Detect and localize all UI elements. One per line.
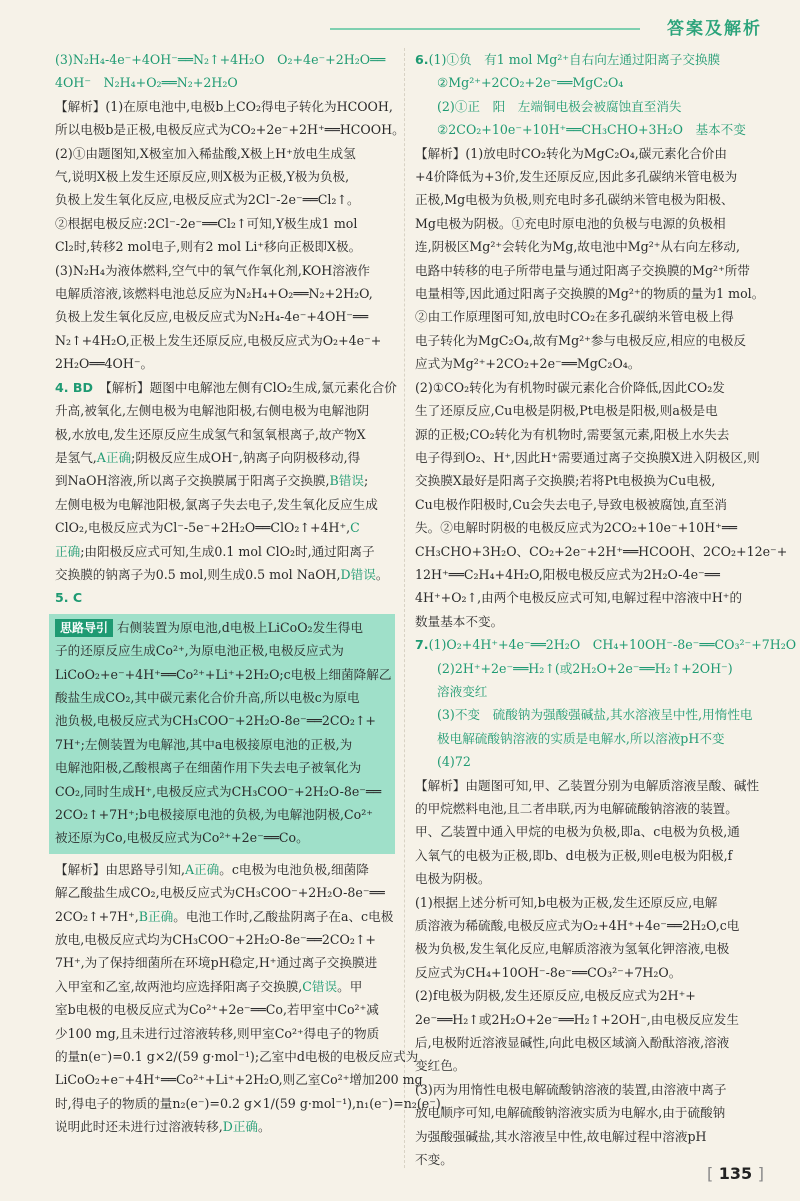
q7-answer-line: 溶液变红: [437, 683, 488, 699]
analysis-line: 交换膜X最好是阳离子交换膜;若将Pt电极换为Cu电极,: [415, 473, 716, 489]
analysis-line: 是氢气,A正确;阴极反应生成OH⁻,钠离子向阴极移动,得: [55, 449, 361, 465]
q7-answer-line: (2)2H⁺+2e⁻══H₂↑(或2H₂O+2e⁻══H₂↑+2OH⁻): [437, 660, 733, 676]
analysis-line: 电子得到O₂、H⁺,因此H⁺需要通过离子交换膜X进入阴极区,则: [415, 449, 760, 465]
analysis-line: 4H⁺+O₂↑,由两个电极反应式可知,电解过程中溶液中H⁺的: [415, 590, 743, 606]
analysis-line: 入甲室和乙室,故两池均应选择阳离子交换膜,C错误。甲: [55, 978, 363, 994]
header-rule: [330, 28, 640, 30]
analysis-line: 正极,Mg电极为负极,则充电时多孔碳纳米管电极为阳极、: [415, 192, 734, 208]
q6-answer-line: (2)①正 阳 左端铜电极会被腐蚀直至消失: [437, 98, 682, 114]
analysis-line: ②由工作原理图可知,放电时CO₂在多孔碳纳米管电极上得: [415, 309, 734, 325]
q7-answer-line: (3)不变 硫酸钠为强酸强碱盐,其水溶液呈中性,用惰性电: [437, 707, 753, 723]
q3-answer-line: 4OH⁻ N₂H₄+O₂══N₂+2H₂O: [55, 75, 238, 91]
analysis-line: 左侧电极为电解池阳极,氯离子失去电子,发生氧化反应生成: [55, 496, 378, 512]
analysis-line: 生了还原反应,Cu电极是阴极,Pt电极是阳极,则a极是电: [415, 403, 718, 419]
analysis-line: 说明此时还未进行过溶液转移,D正确。: [55, 1119, 271, 1135]
analysis-line: N₂↑+4H₂O,正极上发生还原反应,电极反应式为O₂+4e⁻+: [55, 332, 382, 348]
verdict: D正确: [222, 1119, 259, 1135]
analysis-line: 为强酸强碱盐,其水溶液呈中性,故电解过程中溶液pH: [415, 1128, 707, 1144]
hint-line: 2CO₂↑+7H⁺;b电极接原电池的负极,为电解池阴极,Co²⁺: [55, 807, 373, 822]
verdict: A正确: [184, 861, 220, 877]
hint-line: 子的还原反应生成Co²⁺,为原电池正极,电极反应式为: [55, 643, 344, 659]
analysis-line: 【解析】(1)放电时CO₂转化为MgC₂O₄,碳元素化合价由: [415, 145, 727, 161]
analysis-line: ClO₂,电极反应式为Cl⁻-5e⁻+2H₂O══ClO₂↑+4H⁺,C: [55, 520, 360, 536]
analysis-line: 甲、乙装置中通入甲烷的电极为负极,即a、c电极为负极,通: [415, 824, 740, 840]
question-number: 5. C: [55, 590, 83, 606]
section-title: 答案及解析: [667, 19, 762, 39]
analysis-line: 2e⁻══H₂↑或2H₂O+2e⁻══H₂↑+2OH⁻,由电极反应发生: [415, 1011, 739, 1027]
analysis-line: 电解质溶液,该燃料电池总反应为N₂H₄+O₂══N₂+2H₂O,: [55, 286, 373, 302]
analysis-line: 放电,电极反应式均为CH₃COO⁻+2H₂O-8e⁻══2CO₂↑+: [55, 932, 376, 948]
analysis-line: 反应式为CH₄+10OH⁻-8e⁻══CO₃²⁻+7H₂O。: [415, 964, 682, 980]
page-header: [0, 0, 800, 44]
analysis-line: 正确;由阳极反应式可知,生成0.1 mol ClO₂时,通过阳离子: [55, 543, 375, 559]
verdict: C: [350, 520, 360, 536]
verdict: C错误: [302, 978, 338, 994]
analysis-line: 变红色。: [415, 1058, 466, 1074]
analysis-line: Cu电极作阳极时,Cu会失去电子,导致电极被腐蚀,直至消: [415, 496, 727, 512]
analysis-line: Cl₂时,转移2 mol电子,则有2 mol Li⁺移向正极即X极。: [55, 239, 362, 255]
analysis-line: 电量相等,因此通过阳离子交换膜的Mg²⁺的物质的量为1 mol。: [415, 286, 765, 302]
hint-line: LiCoO₂+e⁻+4H⁺══Co²⁺+Li⁺+2H₂O;c电极上细菌降解乙: [55, 666, 392, 682]
analysis-line: 源的正极;CO₂转化为有机物时,需要氢元素,阳极上水失去: [415, 426, 730, 442]
analysis-line: 连,阴极区Mg²⁺会转化为Mg,故电池中Mg²⁺从右向左移动,: [415, 239, 740, 255]
hint-box: 思路导引 右侧装置为原电池,d电极上LiCoO₂发生得电 子的还原反应生成Co²⁺,为原电池正极,电极反应式为 LiCoO₂+e⁻+4H⁺══Co²⁺+Li⁺+2H₂O;c电极上细菌降解乙 酸盐生成CO₂,其中碳元素化合价升高,所以电极c为原电 池负极,电极反应式为CH₃COO⁻+2H₂O-8e⁻══2CO₂↑+ 7H⁺;左侧装置为电解池,其中a电极接原电池的正极,为 电解池阳极,乙酸根离子在细菌作用下失去电子被氧化为 CO₂,同时生成H⁺,电极反应式为CH₃COO⁻+2H₂O-8e⁻══ 2CO₂↑+7H⁺;b电极接原电池的负极,为电解池阴极,Co²⁺ 被还原为Co,电极反应式为Co²⁺+2e⁻══Co。: [49, 614, 395, 854]
column-divider: [404, 48, 405, 1168]
question-number: 7.: [415, 637, 429, 653]
q3-answer-line: (3)N₂H₄-4e⁻+4OH⁻══N₂↑+4H₂O O₂+4e⁻+2H₂O══: [55, 52, 386, 67]
verdict: A正确: [96, 449, 132, 465]
analysis-line: 负极上发生氧化反应,电极反应式为N₂H₄-4e⁻+4OH⁻══: [55, 309, 369, 325]
analysis-line: 时,得电子的物质的量n₂(e⁻)=0.2 g×1/(59 g·mol⁻¹),n₁(e⁻)=n₂(e⁻),: [55, 1095, 445, 1111]
analysis-line: 12H⁺══C₂H₄+4H₂O,阳极电极反应式为2H₂O-4e⁻══: [415, 566, 720, 582]
analysis-line: 极为负极,发生氧化反应,电解质溶液为氢氧化钾溶液,电极: [415, 941, 730, 957]
analysis-line: 2H₂O══4OH⁻。: [55, 356, 154, 372]
analysis-line: CH₃CHO+3H₂O、CO₂+2e⁻+2H⁺══HCOOH、2CO₂+12e⁻+: [415, 543, 788, 559]
analysis-line: 失。②电解时阴极的电极反应式为2CO₂+10e⁻+10H⁺══: [415, 520, 737, 536]
analysis-line: 数量基本不变。: [415, 613, 504, 629]
analysis-line: 气,说明X极上发生还原反应,则X极为正极,Y极为负极,: [55, 169, 350, 185]
analysis-line: 后,电极附近溶液显碱性,向此电极区域滴入酚酞溶液,溶液: [415, 1035, 730, 1051]
analysis-line: 不变。: [415, 1152, 453, 1168]
question-number: 6.: [415, 52, 429, 67]
hint-line: 被还原为Co,电极反应式为Co²⁺+2e⁻══Co。: [55, 830, 309, 846]
analysis-line: 极,水放电,发生还原反应生成氢气和氢氧根离子,故产物X: [55, 426, 366, 442]
analysis-line: 少100 mg,且未进行过溶液转移,则甲室Co²⁺得电子的物质: [55, 1025, 380, 1041]
analysis-line: 【解析】(1)在原电池中,电极b上CO₂得电子转化为HCOOH,: [55, 98, 393, 114]
hint-line: 酸盐生成CO₂,其中碳元素化合价升高,所以电极c为原电: [55, 689, 360, 705]
verdict: 正确: [55, 543, 81, 559]
analysis-line: Mg电极为阴极。①充电时原电池的负极与电源的负极相: [415, 215, 726, 231]
verdict: D错误: [340, 566, 376, 582]
analysis-line: (2)f电极为阴极,发生还原反应,电极反应式为2H⁺+: [415, 988, 696, 1004]
analysis-line: (2)①由题图知,X极室加入稀盐酸,X极上H⁺放电生成氢: [55, 145, 356, 161]
analysis-line: (2)①CO₂转化为有机物时碳元素化合价降低,因此CO₂发: [415, 379, 725, 395]
q7-answer-line: 7.(1)O₂+4H⁺+4e⁻══2H₂O CH₄+10OH⁻-8e⁻══CO₃²⁻+7H₂O: [415, 637, 797, 653]
analysis-line: 质溶液为稀硫酸,电极反应式为O₂+4H⁺+4e⁻══2H₂O,c电: [415, 918, 740, 934]
analysis-line: 交换膜的钠离子为0.5 mol,则生成0.5 mol NaOH,D错误。: [55, 566, 389, 582]
q7-answer-line: 极电解硫酸钠溶液的实质是电解水,所以溶液pH不变: [437, 730, 725, 746]
analysis-line: 【解析】由题图可知,甲、乙装置分别为电解质溶液呈酸、碱性: [415, 777, 760, 793]
analysis-line: (3)N₂H₄为液体燃料,空气中的氧气作氧化剂,KOH溶液作: [55, 262, 371, 278]
analysis-line: 的量n(e⁻)=0.1 g×2/(59 g·mol⁻¹);乙室中d电极的电极反应式为: [55, 1049, 419, 1065]
analysis-line: 的甲烷燃料电池,且二者串联,丙为电解硫酸钠溶液的装置。: [415, 801, 738, 816]
analysis-line: 入氧气的电极为正极,即b、d电极为正极,则e电极为阳极,f: [415, 847, 733, 863]
hint-line: 池负极,电极反应式为CH₃COO⁻+2H₂O-8e⁻══2CO₂↑+: [55, 713, 376, 729]
q4-line: 4. BD 【解析】题图中电解池左侧有ClO₂生成,氯元素化合价: [55, 379, 397, 395]
q6-answer-line: ②2CO₂+10e⁻+10H⁺══CH₃CHO+3H₂O 基本不变: [437, 122, 746, 138]
analysis-line: 负极上发生氧化反应,电极反应式为2Cl⁻-2e⁻══Cl₂↑。: [55, 192, 360, 208]
analysis-line: 解乙酸盐生成CO₂,电极反应式为CH₃COO⁻+2H₂O-8e⁻══: [55, 885, 385, 901]
hint-line: 电解池阳极,乙酸根离子在细菌作用下失去电子被氧化为: [55, 760, 362, 776]
analysis-line: 到NaOH溶液,所以离子交换膜属于阳离子交换膜,B错误;: [55, 473, 369, 489]
hint-line: 7H⁺;左侧装置为电解池,其中a电极接原电池的正极,为: [55, 736, 353, 752]
q7-answer-line: (4)72: [437, 754, 471, 770]
verdict: B错误: [329, 473, 364, 489]
page-number: [ 135 ]: [706, 1164, 764, 1183]
hint-tag: 思路导引: [55, 619, 113, 637]
analysis-line: +4价降低为+3价,发生还原反应,因此多孔碳纳米管电极为: [415, 169, 738, 185]
analysis-line: 2CO₂↑+7H⁺,B正确。电池工作时,乙酸盐阴离子在a、c电极: [55, 908, 394, 924]
analysis-line: (1)根据上述分析可知,b电极为正极,发生还原反应,电解: [415, 894, 718, 910]
analysis-line: 应式为Mg²⁺+2CO₂+2e⁻══MgC₂O₄。: [415, 356, 641, 372]
question-number: 4. BD: [55, 379, 93, 395]
q6-answer-line: ②Mg²⁺+2CO₂+2e⁻══MgC₂O₄: [437, 75, 624, 91]
right-column: [415, 48, 797, 1172]
analysis-line: 升高,被氧化,左侧电极为电解池阳极,右侧电极为电解池阴: [55, 403, 370, 419]
analysis-line: 室b电极的电极反应式为Co²⁺+2e⁻══Co,若甲室中Co²⁺减: [55, 1002, 379, 1018]
analysis-line: LiCoO₂+e⁻+4H⁺══Co²⁺+Li⁺+2H₂O,则乙室Co²⁺增加200 mg: [55, 1072, 423, 1088]
analysis-line: 【解析】由思路导引知,A正确。c电极为电池负极,细菌降: [55, 861, 369, 877]
analysis-line: 电路中转移的电子所带电量与通过阳离子交换膜的Mg²⁺所带: [415, 262, 750, 278]
q6-answer-line: 6.(1)①负 有1 mol Mg²⁺自右向左通过阳离子交换膜: [415, 52, 721, 67]
analysis-line: ②根据电极反应:2Cl⁻-2e⁻══Cl₂↑可知,Y极生成1 mol: [55, 215, 358, 231]
hint-line: CO₂,同时生成H⁺,电极反应式为CH₃COO⁻+2H₂O-8e⁻══: [55, 783, 382, 799]
analysis-line: 电极为阴极。: [415, 871, 491, 887]
analysis-line: 电子转化为MgC₂O₄,故有Mg²⁺参与电极反应,相应的电极反: [415, 332, 746, 348]
analysis-line: 所以电极b是正极,电极反应式为CO₂+2e⁻+2H⁺══HCOOH。: [55, 122, 405, 138]
verdict: B正确: [138, 908, 174, 924]
analysis-line: 7H⁺,为了保持细菌所在环境pH稳定,H⁺通过离子交换膜进: [55, 955, 378, 971]
analysis-line: (3)丙为用惰性电极电解硫酸钠溶液的装置,由溶液中离子: [415, 1081, 727, 1097]
analysis-line: 放电顺序可知,电解硫酸钠溶液实质为电解水,由于硫酸钠: [415, 1105, 726, 1121]
